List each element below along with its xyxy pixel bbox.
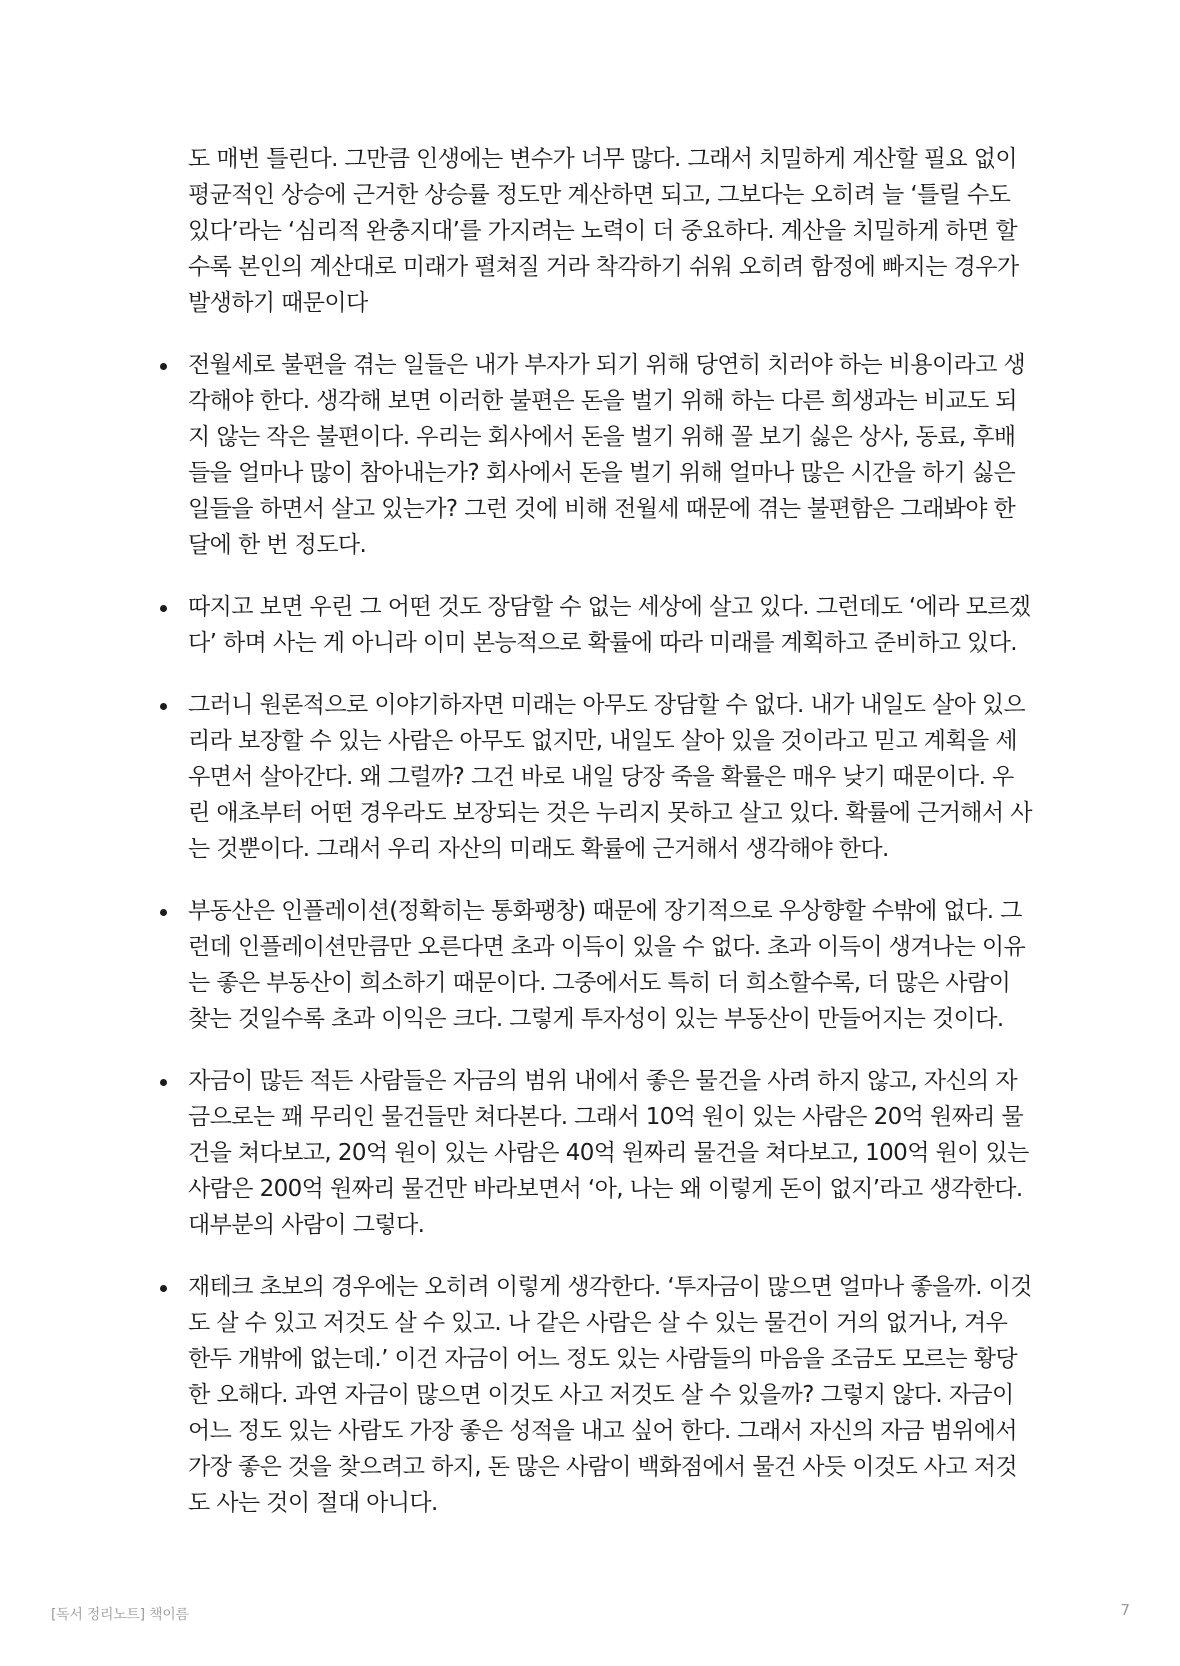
bullet-point-icon [160, 605, 167, 612]
bullet-text: 따지고 보면 우린 그 어떤 것도 장담할 수 없는 세상에 살고 있다. 그런데도 ‘에라 모르겠 다’ 하며 사는 게 아니라 이미 본능적으로 확률에 따라 미래를 계획하고 준비하고 있다. [188, 594, 1031, 656]
list-item [188, 893, 1046, 1037]
bullet-text: 전월세로 불편을 겪는 일들은 내가 부자가 되기 위해 당연히 치러야 하는 비용이라고 생 각해야 한다. 생각해 보면 이러한 불편은 돈을 벌기 위해 하는 다른 희생과는 비교도 되 지 않는 작은 불편이다. 우리는 회사에서 돈을 벌기 위해 꼴 보기 싫은 상사, 동료, 후배 들을 얼마나 많이 참아내는가? 회사에서 돈을 벌기 위해 얼마나 많은 시간을 하기 싫은 일들을 하면서 살고 있는가? 그런 것에 비해 전월세 때문에 겪는 불편함은 그래봐야 한 달에 한 번 정도다. [188, 352, 1026, 558]
list-item [188, 1063, 1046, 1243]
intro-paragraph: 도 매번 틀린다. 그만큼 인생에는 변수가 너무 많다. 그래서 치밀하게 계산할 필요 없이 평균적인 상승에 근거한 상승률 정도만 계산하면 되고, 그보다는 오히려 늘 ‘틀릴 수도 있다’라는 ‘심리적 완충지대’를 가지려는 노력이 더 중요하다. 계산을 치밀하게 하면 할 수록 본인의 계산대로 미래가 펼쳐질 거라 착각하기 쉬워 오히려 함정에 빠지는 경우가 발생하기 때문이다 [188, 146, 1019, 316]
bullet-list [188, 347, 1046, 1521]
list-item [188, 1269, 1046, 1521]
bullet-text: 그러니 원론적으로 이야기하자면 미래는 아무도 장담할 수 없다. 내가 내일도 살아 있으 리라 보장할 수 있는 사람은 아무도 없지만, 내일도 살아 있을 것이라고 믿고 계획을 세 우면서 살아간다. 왜 그럴까? 그건 바로 내일 당장 죽을 확률은 매우 낮기 때문이다. 우 린 애초부터 어떤 경우라도 보장되는 것은 누리지 못하고 살고 있다. 확률에 근거해서 사 는 것뿐이다. 그래서 우리 자산의 미래도 확률에 근거해서 생각해야 한다. [188, 692, 1032, 862]
list-item [188, 687, 1046, 867]
page-body [188, 141, 1046, 1521]
bullet-text: 자금이 많든 적든 사람들은 자금의 범위 내에서 좋은 물건을 사려 하지 않고, 자신의 자 금으로는 꽤 무리인 물건들만 쳐다본다. 그래서 10억 원이 있는 사람은 20억 원짜리 물 건을 쳐다보고, 20억 원이 있는 사람은 40억 원짜리 물건을 쳐다보고, 100억 원이 있는 사람은 200억 원짜리 물건만 바라보면서 ‘아, 나는 왜 이렇게 돈이 없지’라고 생각한다. 대부분의 사람이 그렇다. [188, 1068, 1029, 1238]
bullet-point-icon [160, 363, 167, 370]
list-item [188, 347, 1046, 563]
bullet-point-icon [160, 1079, 167, 1086]
list-item [188, 589, 1046, 661]
bullet-text: 재테크 초보의 경우에는 오히려 이렇게 생각한다. ‘투자금이 많으면 얼마나 좋을까. 이것 도 살 수 있고 저것도 살 수 있고. 나 같은 사람은 살 수 있는 물건이 거의 없거나, 겨우 한두 개밖에 없는데.’ 이건 자금이 어느 정도 있는 사람들의 마음을 조금도 모르는 황당 한 오해다. 과연 자금이 많으면 이것도 사고 저것도 살 수 있을까? 그렇지 않다. 자금이 어느 정도 있는 사람도 가장 좋은 성적을 내고 싶어 한다. 그래서 자신의 자금 범위에서 가장 좋은 것을 찾으려고 하지, 돈 많은 사람이 백화점에서 물건 사듯 이것도 사고 저것 도 사는 것이 절대 아니다. [188, 1274, 1032, 1516]
bullet-text: 부동산은 인플레이션(정확히는 통화팽창) 때문에 장기적으로 우상향할 수밖에 없다. 그 런데 인플레이션만큼만 오른다면 초과 이득이 있을 수 없다. 초과 이득이 생겨나는 이유 는 좋은 부동산이 희소하기 때문이다. 그중에서도 특히 더 희소할수록, 더 많은 사람이 찾는 것일수록 초과 이익은 크다. 그렇게 투자성이 있는 부동산이 만들어지는 것이다. [188, 898, 1026, 1032]
bullet-point-icon [160, 909, 167, 916]
bullet-point-icon [160, 703, 167, 710]
footer-book-title: [독서 정리노트] 책이름 [51, 1607, 189, 1623]
page-number: 7 [1120, 1601, 1130, 1619]
bullet-point-icon [160, 1285, 167, 1292]
